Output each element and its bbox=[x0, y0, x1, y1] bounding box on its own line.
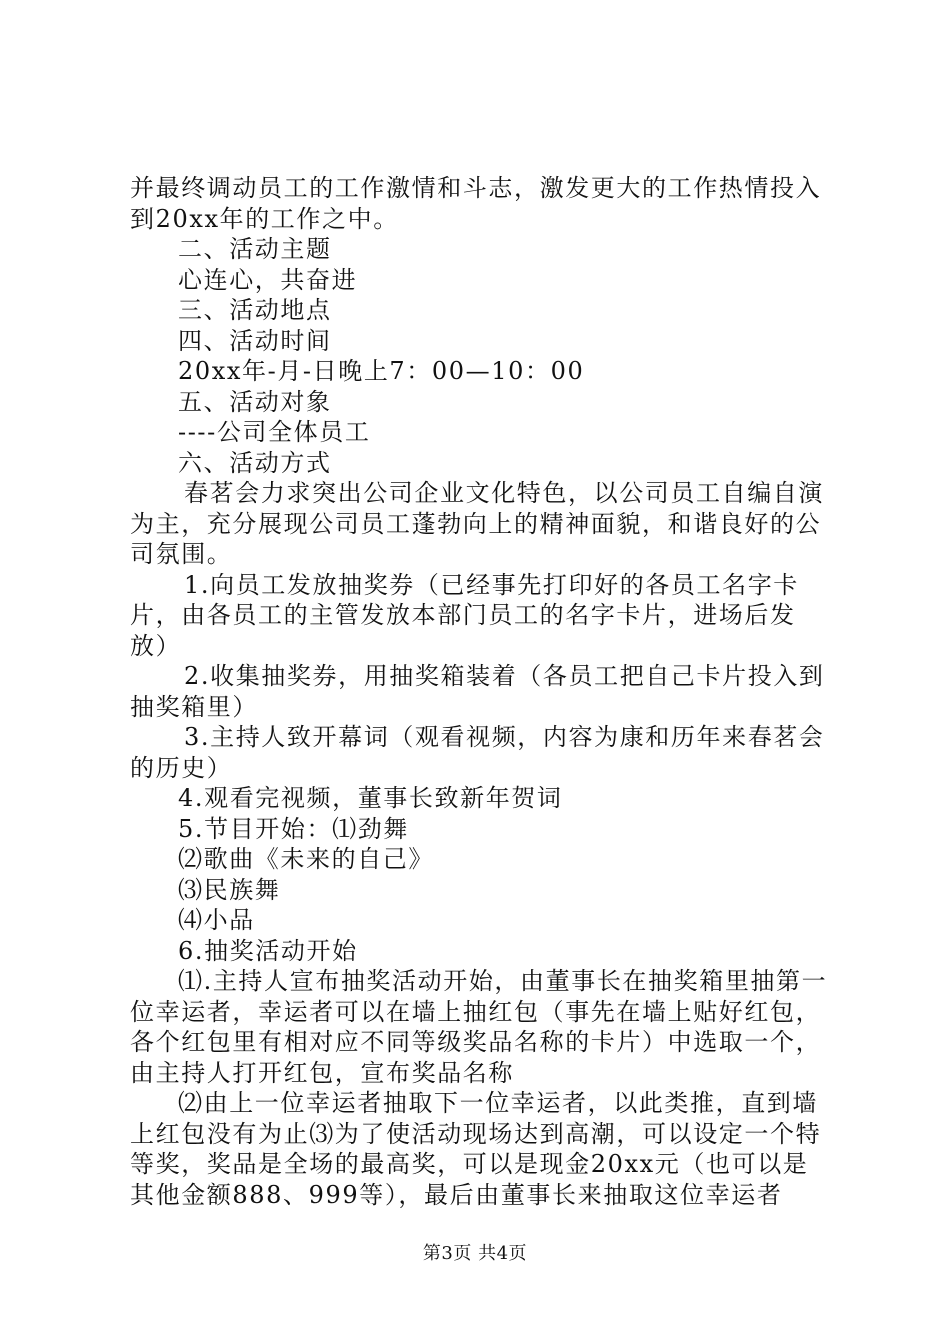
lottery-substep-1: ⑴.主持人宣布抽奖活动开始，由董事长在抽奖箱里抽第一位幸运者，幸运者可以在墙上抽红包（事先在墙上贴好红包，各个红包里有相对应不同等级奖品名称的卡片）中选取一个，由主持人打开红包，宣布奖品名称 bbox=[130, 967, 828, 1087]
step-5-paragraph: 5.节目开始：⑴劲舞 bbox=[178, 814, 409, 843]
step-4-paragraph: 4.观看完视频，董事长致新年贺词 bbox=[178, 784, 563, 812]
section-heading-time: 四、活动时间 bbox=[178, 326, 332, 355]
step-1-paragraph: 1.向员工发放抽奖券（已经事先打印好的各员工名字卡片，由各员工的主管发放本部门员工的名字卡片，进场后发放） bbox=[130, 570, 799, 660]
lottery-substep-2: ⑵由上一位幸运者抽取下一位幸运者，以此类推，直到墙上红包没有为止⑶为了使活动现场达到高潮，可以设定一个特等奖，奖品是全场的最高奖，可以是现金20xx元（也可以是其他金额888、999等），最后由董事长来抽取这位幸运者 bbox=[130, 1089, 822, 1209]
document-body bbox=[130, 173, 830, 1210]
program-item-folk-dance: ⑶民族舞 bbox=[178, 875, 281, 904]
section-heading-location: 三、活动地点 bbox=[178, 296, 332, 324]
audience-text: ----公司全体员工 bbox=[178, 418, 371, 446]
step-2-paragraph: 2.收集抽奖券，用抽奖箱装着（各员工把自己卡片投入到抽奖箱里） bbox=[130, 662, 825, 721]
step-3-paragraph: 3.主持人致开幕词（观看视频，内容为康和历年来春茗会的历史） bbox=[130, 723, 825, 782]
program-item-song: ⑵歌曲《未来的自己》 bbox=[178, 845, 434, 873]
page-footer: 第3页 共4页 bbox=[422, 1243, 528, 1264]
step-6-paragraph: 6.抽奖活动开始 bbox=[178, 936, 358, 965]
time-text: 20xx年-月-日晚上7：00—10：00 bbox=[178, 357, 585, 385]
section-heading-method: 六、活动方式 bbox=[178, 448, 332, 477]
section-heading-theme: 二、活动主题 bbox=[178, 235, 332, 263]
method-intro-paragraph: 春茗会力求突出公司企业文化特色，以公司员工自编自演为主，充分展现公司员工蓬勃向上的精神面貌，和谐良好的公司氛围。 bbox=[130, 479, 824, 568]
program-item-skit: ⑷小品 bbox=[178, 906, 255, 934]
paragraph-continuation: 并最终调动员工的工作激情和斗志，激发更大的工作热情投入到20xx年的工作之中。 bbox=[130, 174, 822, 233]
theme-text: 心连心，共奋进 bbox=[178, 265, 358, 294]
section-heading-audience: 五、活动对象 bbox=[178, 387, 332, 416]
